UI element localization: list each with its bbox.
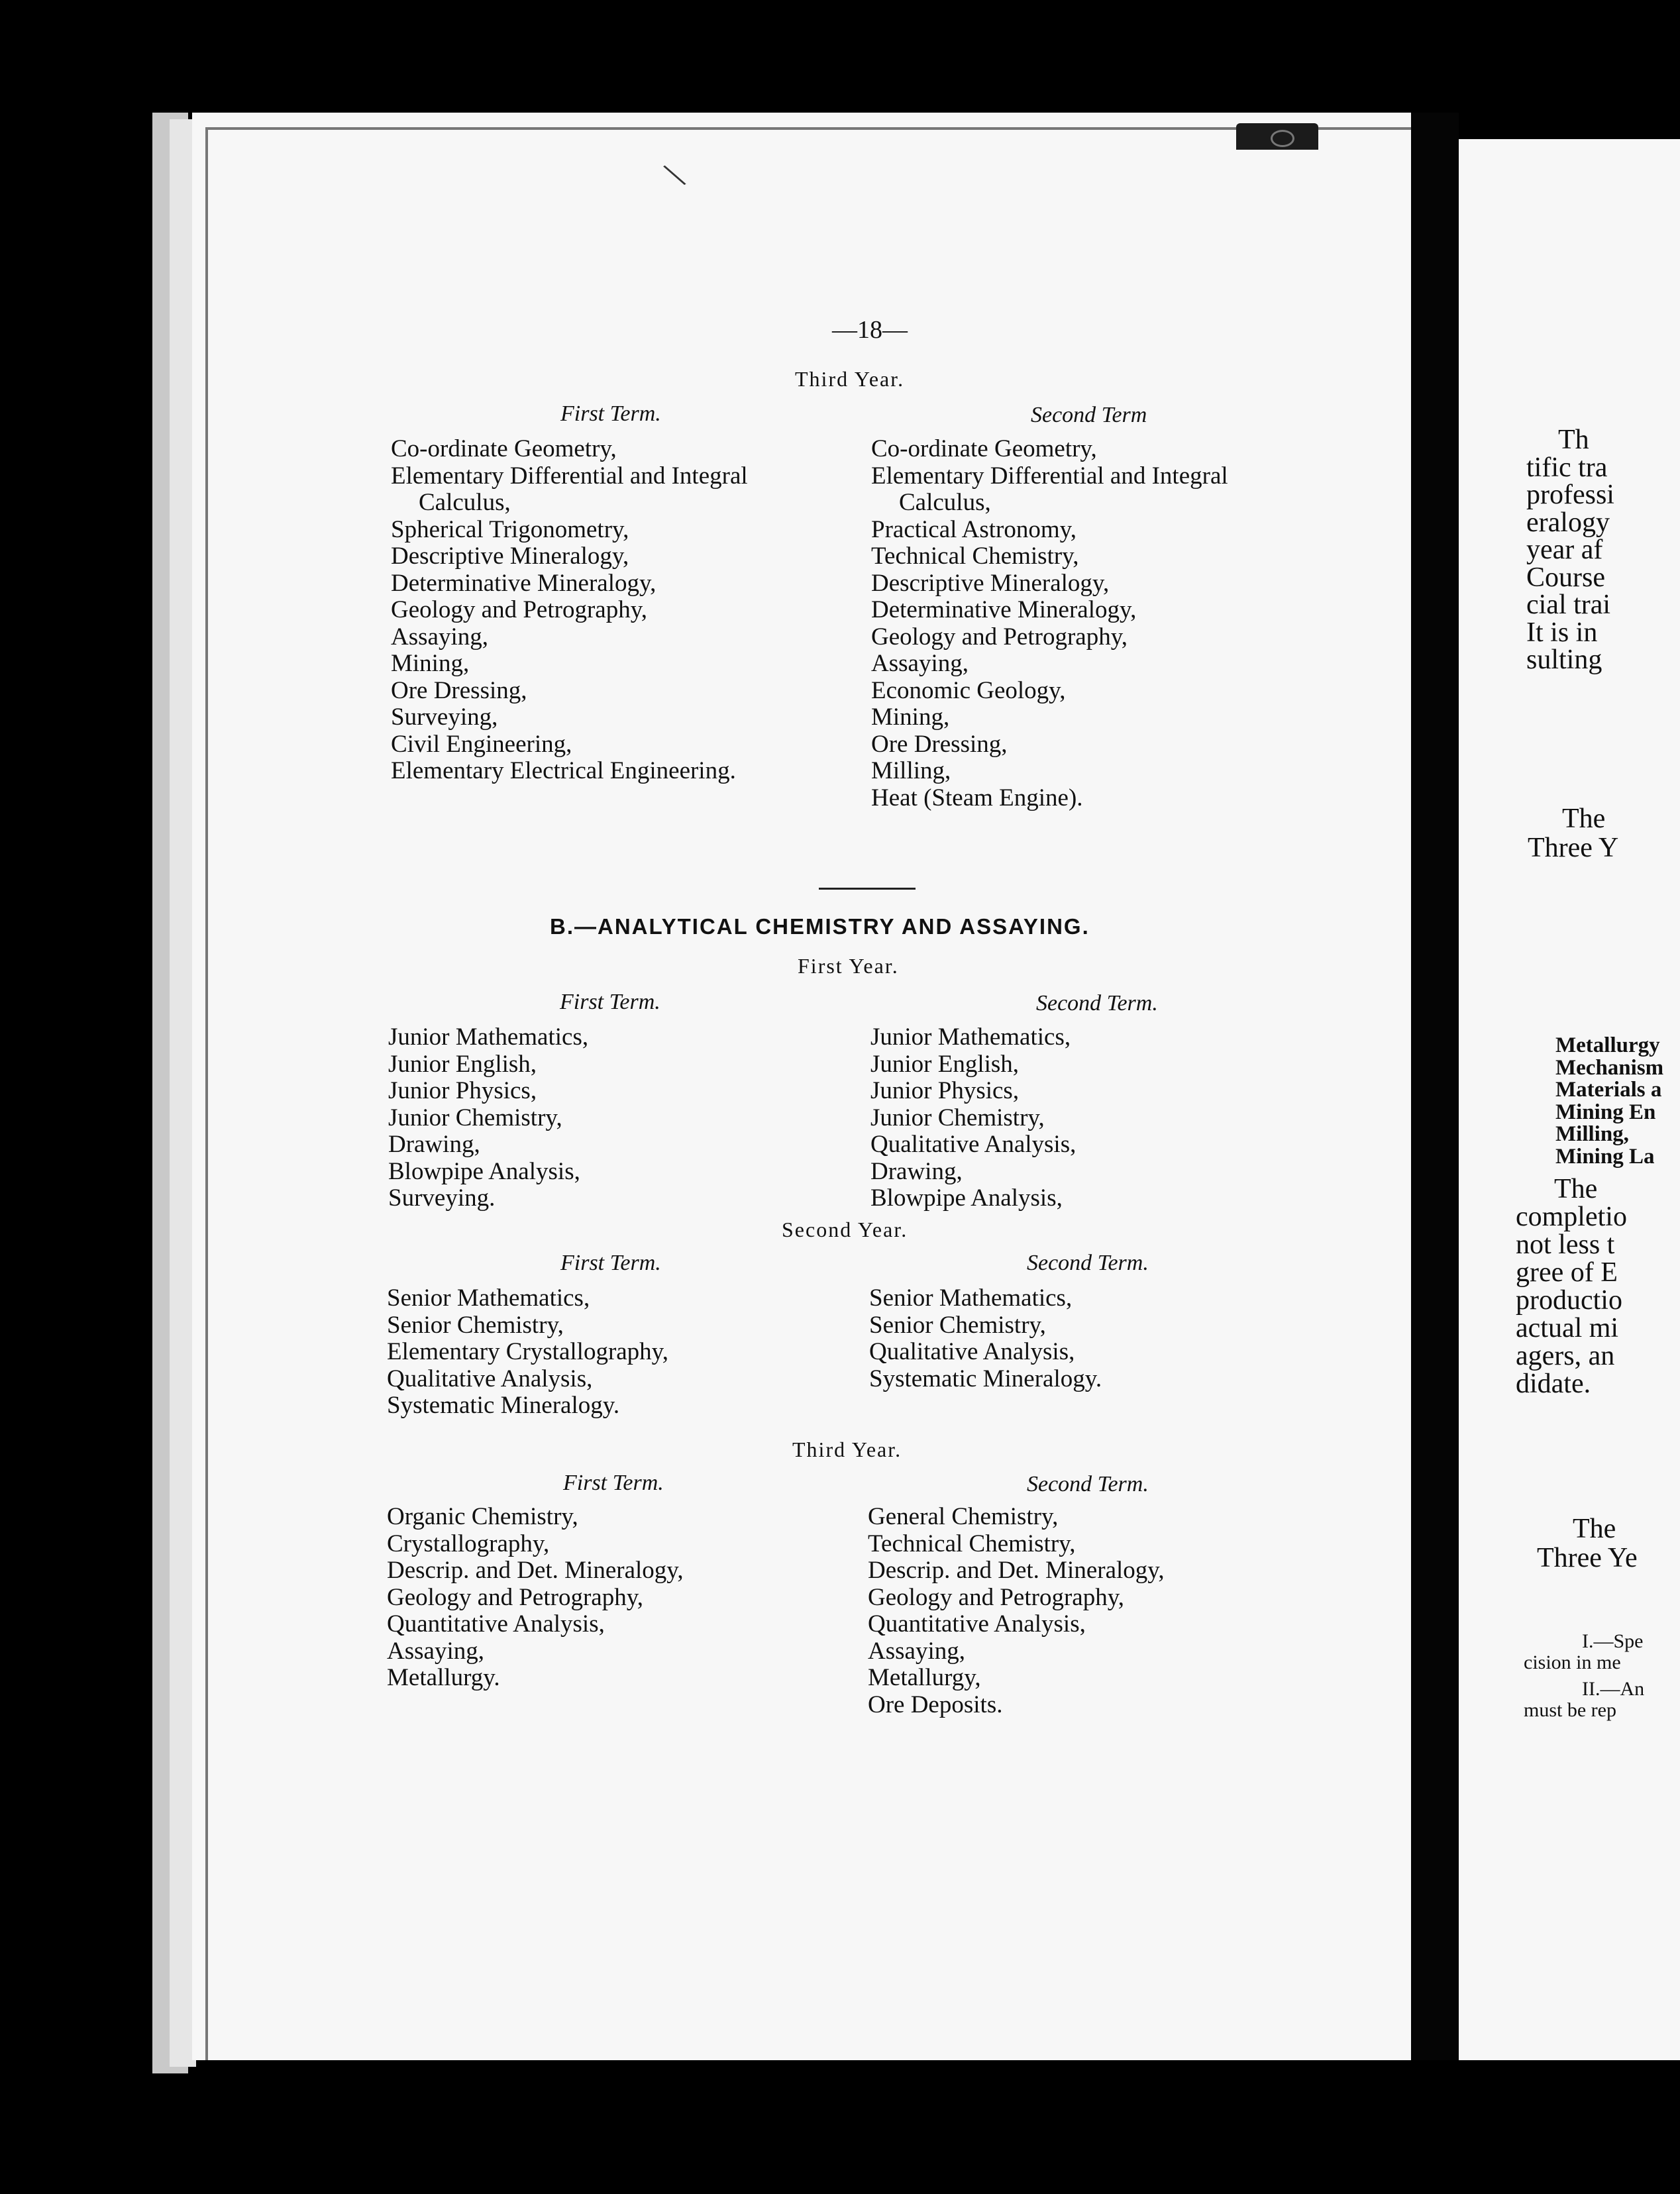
course-item: Mining, [391, 650, 470, 677]
b-second-first-term-list [387, 1285, 668, 1420]
course-item: Systematic Mineralogy. [387, 1392, 620, 1419]
text-line: gree of E [1516, 1257, 1618, 1288]
text-line: It is in [1526, 617, 1598, 648]
text-line: Three Y [1528, 833, 1619, 863]
course-item: Ore Dressing, [391, 676, 527, 704]
course-item: Senior Mathematics, [387, 1284, 590, 1312]
text-line: I.—Spe [1582, 1630, 1644, 1652]
course-item: Blowpipe Analysis, [388, 1157, 580, 1185]
scan-mark: \ [658, 153, 690, 197]
text-line: not less t [1516, 1229, 1615, 1260]
a-third-year-heading: Third Year. [795, 367, 905, 391]
a-third-first-term-label: First Term. [560, 401, 661, 426]
section-b-title: B.—ANALYTICAL CHEMISTRY AND ASSAYING. [550, 914, 1090, 939]
text-line: cision in me [1524, 1651, 1621, 1673]
course-item: Elementary Crystallography, [387, 1338, 669, 1365]
course-item: Senior Chemistry, [387, 1311, 564, 1339]
right-list [1555, 1035, 1663, 1168]
course-item: Mining, [871, 704, 950, 731]
course-item: Crystallography, [387, 1530, 550, 1557]
text-line: professi [1526, 480, 1614, 510]
text-line: productio [1516, 1285, 1622, 1316]
course-item: Qualitative Analysis, [870, 1131, 1076, 1158]
b-first-second-term-label: Second Term. [1036, 991, 1158, 1016]
course-item: Senior Chemistry, [869, 1311, 1046, 1339]
course-item: Calculus, [419, 489, 511, 516]
b-third-year-heading: Third Year. [792, 1437, 902, 1461]
text-line: The [1554, 1174, 1598, 1204]
text-line: Mining En [1555, 1100, 1656, 1124]
course-item: Descrip. and Det. Mineralogy, [387, 1557, 684, 1584]
text-line: Three Ye [1537, 1543, 1638, 1573]
course-item: Elementary Electrical Engineering. [391, 757, 736, 784]
course-item: Quantitative Analysis, [387, 1610, 605, 1638]
course-item: Junior Mathematics, [870, 1023, 1071, 1051]
text-line: didate. [1516, 1369, 1591, 1399]
course-item: Descriptive Mineralogy, [871, 569, 1110, 597]
course-item: Assaying, [391, 623, 488, 651]
text-line: Mining La [1555, 1144, 1655, 1169]
text-line: agers, an [1516, 1341, 1615, 1371]
course-item: Determinative Mineralogy, [871, 596, 1137, 623]
course-item: Geology and Petrography, [387, 1583, 644, 1611]
course-item: Assaying, [387, 1637, 484, 1665]
text-line: completio [1516, 1202, 1627, 1232]
b-second-second-term-label: Second Term. [1027, 1251, 1149, 1275]
page-number: —18— [832, 316, 908, 344]
text-line: Th [1558, 425, 1589, 455]
course-item: Metallurgy, [868, 1664, 981, 1691]
b-first-first-term-list [388, 1024, 588, 1212]
course-item: Drawing, [388, 1131, 480, 1158]
course-item: Spherical Trigonometry, [391, 515, 629, 543]
text-line: The [1562, 804, 1606, 834]
text-line: The [1573, 1514, 1616, 1544]
course-item: Senior Mathematics, [869, 1284, 1073, 1312]
course-item: Junior Physics, [388, 1077, 537, 1104]
course-item: Co-ordinate Geometry, [391, 435, 617, 462]
text-line: Materials a [1555, 1078, 1662, 1102]
course-item: Assaying, [871, 650, 969, 677]
course-item: Descriptive Mineralogy, [391, 543, 629, 570]
course-item: Junior Chemistry, [388, 1104, 562, 1131]
course-item: Qualitative Analysis, [869, 1338, 1075, 1365]
text-line: II.—An [1582, 1678, 1645, 1700]
course-item: Determinative Mineralogy, [391, 569, 656, 597]
course-item: Junior English, [870, 1050, 1020, 1078]
right-para-1 [1526, 427, 1614, 674]
course-item: General Chemistry, [868, 1503, 1059, 1530]
course-item: Descrip. and Det. Mineralogy, [868, 1557, 1165, 1584]
course-item: Geology and Petrography, [391, 596, 648, 623]
a-third-second-term-label: Second Term [1031, 403, 1147, 427]
course-item: Geology and Petrography, [871, 623, 1128, 651]
course-item: Junior Physics, [870, 1077, 1020, 1104]
left-page [192, 113, 1411, 2060]
course-item: Blowpipe Analysis, [870, 1184, 1063, 1212]
right-para-3 [1516, 1175, 1627, 1398]
course-item: Milling, [871, 757, 951, 784]
right-page [1459, 139, 1680, 2060]
course-item: Quantitative Analysis, [868, 1610, 1086, 1638]
text-line: cial trai [1526, 590, 1611, 620]
text-line: Milling, [1555, 1122, 1629, 1146]
right-para-4 [1537, 1514, 1638, 1573]
course-item: Assaying, [868, 1637, 965, 1665]
text-line: Metallurgy [1555, 1033, 1660, 1057]
course-item: Junior Chemistry, [870, 1104, 1045, 1131]
b-third-second-term-list [868, 1504, 1165, 1718]
course-item: Co-ordinate Geometry, [871, 435, 1097, 462]
section-divider [819, 888, 916, 890]
course-item: Elementary Differential and Integral [871, 462, 1228, 490]
text-line: tific tra [1526, 452, 1608, 483]
course-item: Economic Geology, [871, 676, 1066, 704]
text-line: year af [1526, 535, 1603, 565]
course-item: Junior English, [388, 1050, 537, 1078]
course-item: Civil Engineering, [391, 730, 572, 758]
b-third-second-term-label: Second Term. [1027, 1472, 1149, 1496]
right-para-2 [1528, 804, 1618, 862]
course-item: Surveying, [391, 704, 498, 731]
course-item: Ore Dressing, [871, 730, 1008, 758]
course-item: Qualitative Analysis, [387, 1365, 593, 1392]
b-first-year-heading: First Year. [798, 954, 899, 978]
course-item: Drawing, [870, 1157, 963, 1185]
text-line: must be rep [1524, 1699, 1616, 1721]
text-line: sulting [1526, 645, 1602, 675]
a-third-first-term-list [391, 436, 748, 785]
course-item: Practical Astronomy, [871, 515, 1076, 543]
course-item: Technical Chemistry, [868, 1530, 1076, 1557]
course-item: Ore Deposits. [868, 1691, 1003, 1718]
b-second-year-heading: Second Year. [782, 1218, 908, 1241]
book-gutter [1411, 113, 1459, 2060]
b-first-first-term-label: First Term. [560, 990, 660, 1014]
course-item: Elementary Differential and Integral [391, 462, 748, 490]
b-second-second-term-list [869, 1285, 1102, 1392]
course-item: Technical Chemistry, [871, 543, 1079, 570]
a-third-second-term-list [871, 436, 1228, 811]
b-third-first-term-label: First Term. [563, 1471, 664, 1495]
course-item: Geology and Petrography, [868, 1583, 1125, 1611]
b-first-second-term-list [870, 1024, 1076, 1212]
b-second-first-term-label: First Term. [560, 1251, 661, 1275]
course-item: Heat (Steam Engine). [871, 784, 1083, 811]
course-item: Organic Chemistry, [387, 1503, 578, 1530]
text-line: Mechanism [1555, 1055, 1664, 1080]
course-item: Calculus, [899, 489, 991, 516]
text-line: eralogy [1526, 507, 1610, 538]
course-item: Surveying. [388, 1184, 496, 1212]
text-line: actual mi [1516, 1313, 1619, 1343]
course-item: Junior Mathematics, [388, 1023, 589, 1051]
course-item: Systematic Mineralogy. [869, 1365, 1102, 1392]
binding-clip [1236, 123, 1318, 150]
b-third-first-term-list [387, 1504, 684, 1692]
course-item: Metallurgy. [387, 1664, 500, 1691]
text-line: Course [1526, 562, 1605, 593]
right-footnotes [1524, 1631, 1644, 1721]
